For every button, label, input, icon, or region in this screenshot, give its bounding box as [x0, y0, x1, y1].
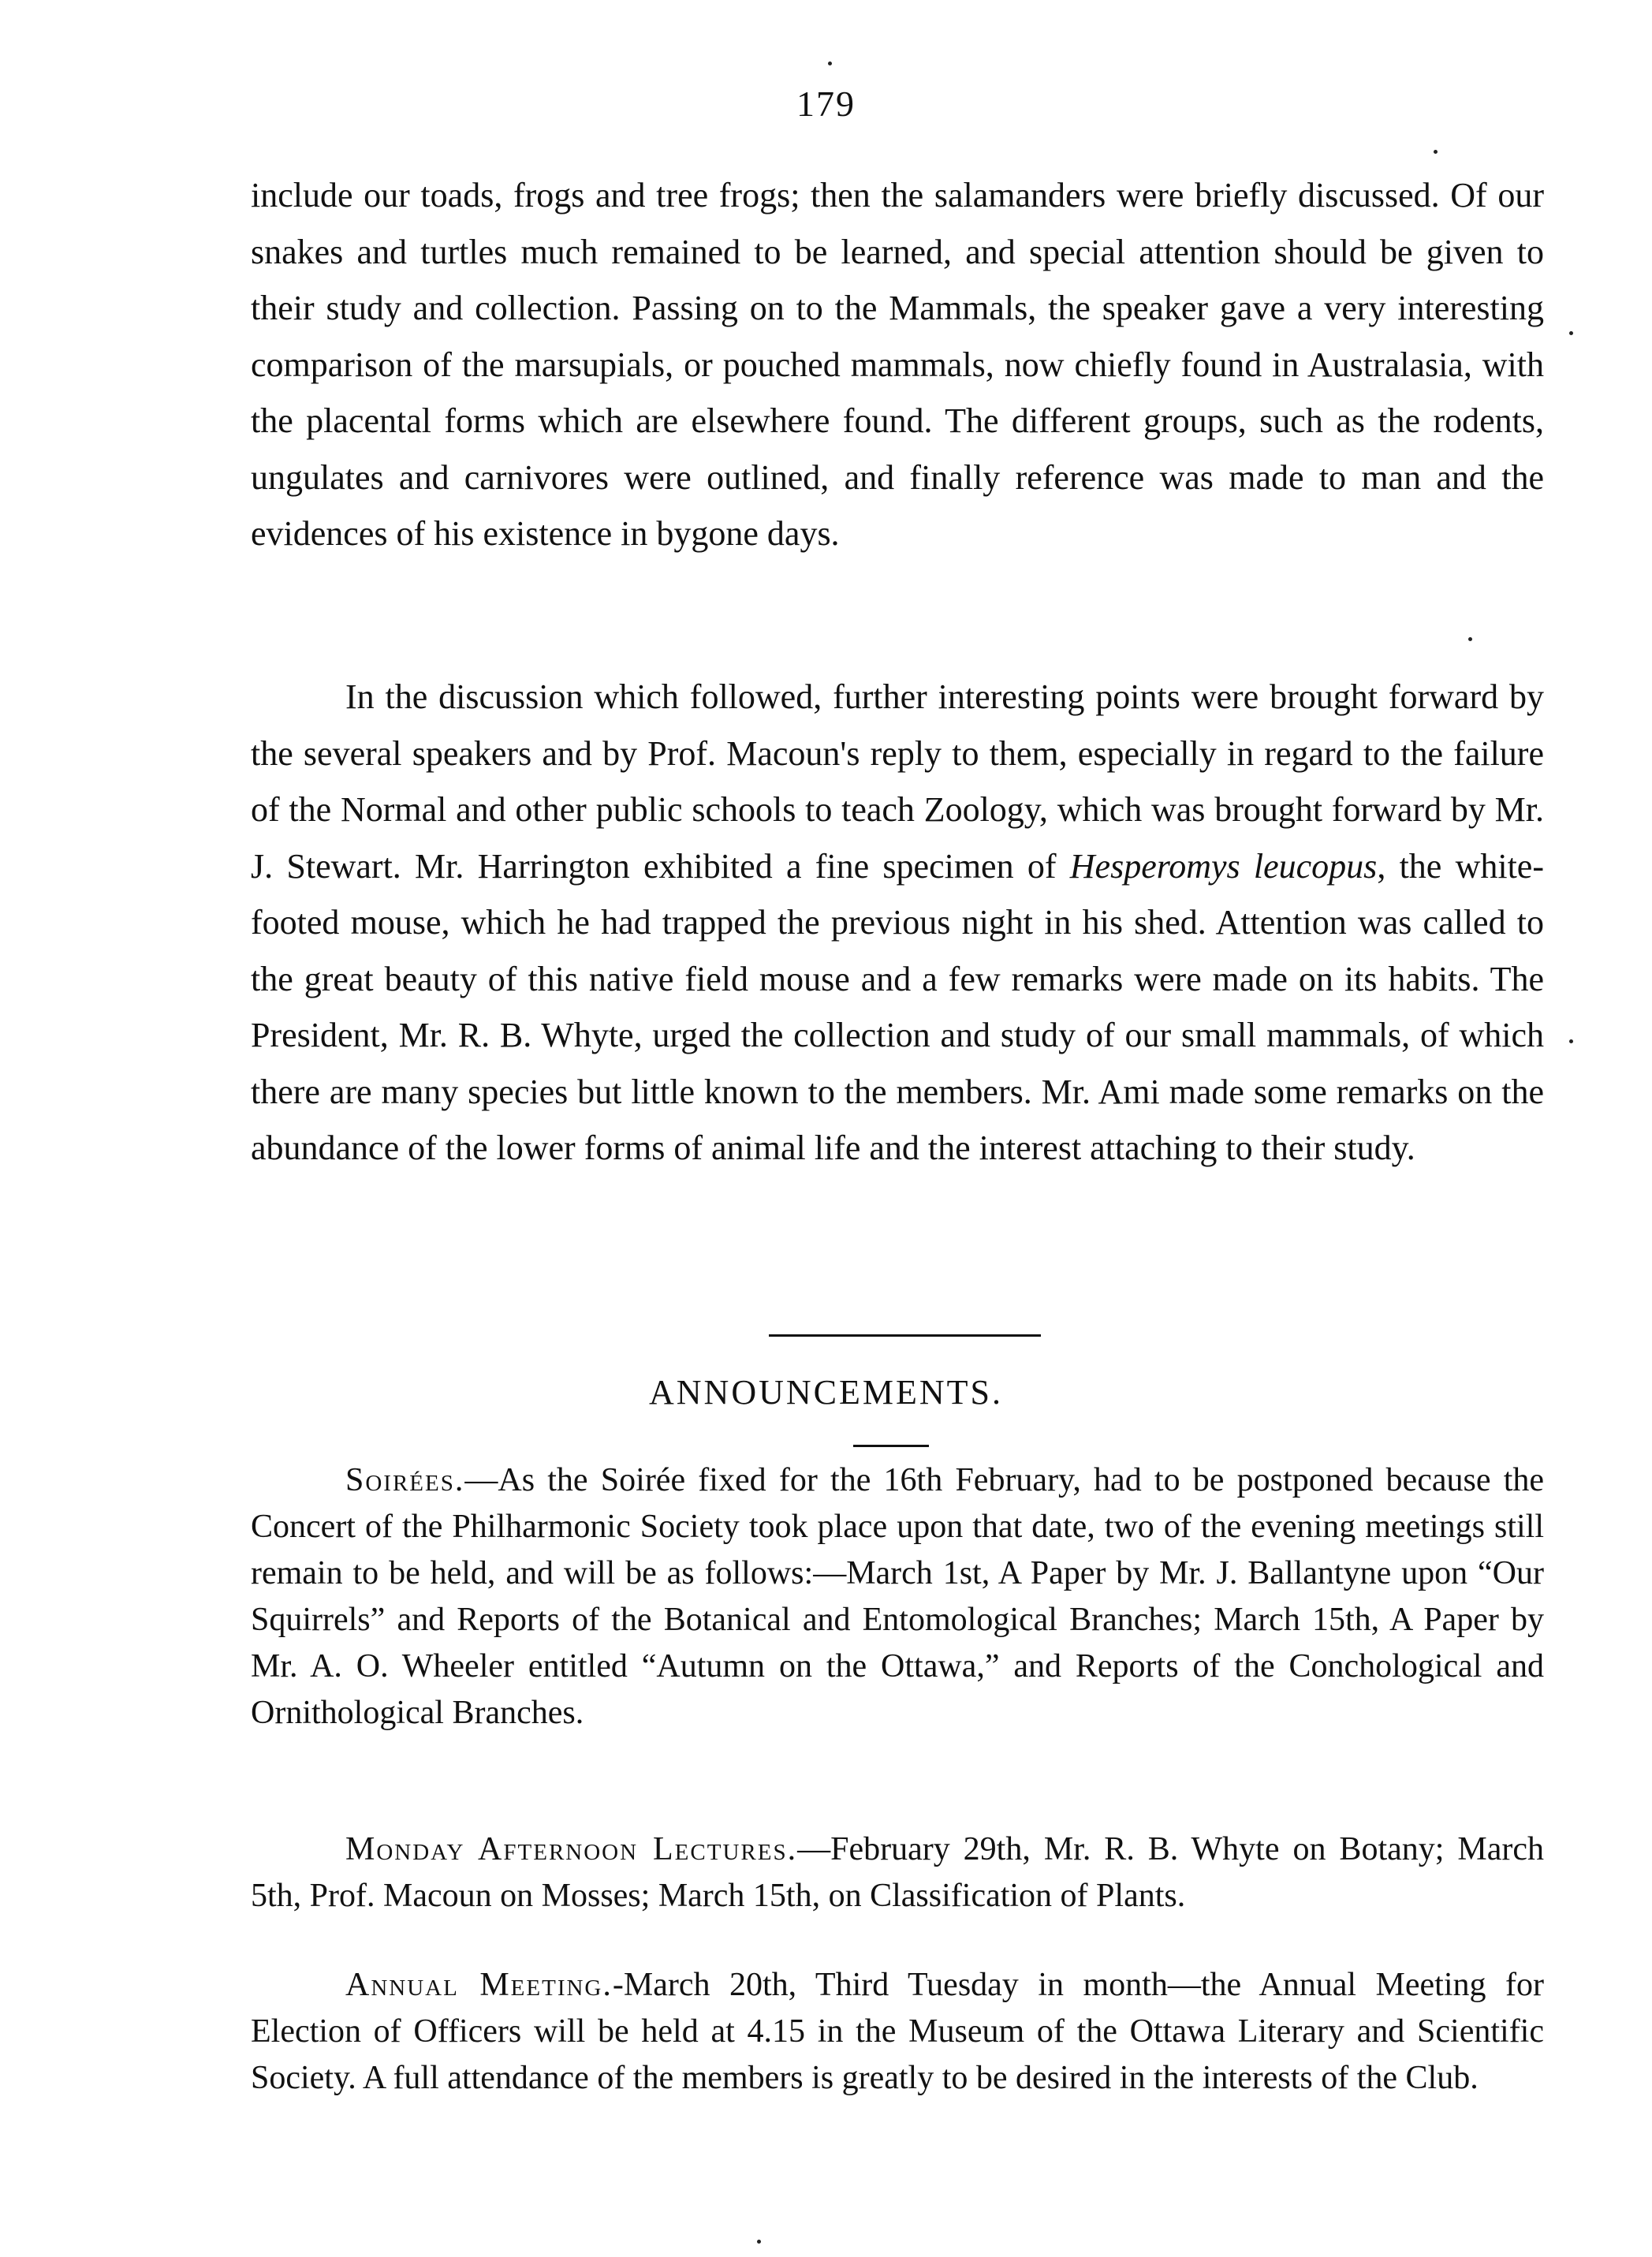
announcement-lead: Monday Afternoon Lectures.: [345, 1831, 798, 1867]
paragraph-discussion-followed: [251, 669, 1544, 1177]
paragraph-2-part-1: In the discussion which followed, further interesting points were brought forward by the several speakers and by Prof. Macoun's reply to them, especially in regard to the failure of the Normal and other public schools to teach Zoology, which was brought forward by Mr. J. Stewart. Mr. Harrington exhibited a fine specimen of: [251, 677, 1544, 886]
announcement-monday-lectures: [251, 1826, 1544, 1919]
announcement-lead: Soirées.: [345, 1462, 465, 1498]
scan-speck: [1569, 1039, 1573, 1043]
species-name: Hesperomys leucopus: [1069, 846, 1378, 886]
scan-speck: [1569, 331, 1573, 335]
announcement-text: -March 20th, Third Tuesday in month—the Annual Meeting for Election of Officers will be held at 4.15 in the Museum of the Ottawa Literary and Scientific Society. A full attendance of the members is greatly to be desired in the interests of the Club.: [251, 1967, 1544, 2096]
paragraph-1-text: include our toads, frogs and tree frogs; then the salamanders were briefly discussed. Of our snakes and turtles much remained to be learned, and special attention should be given to their study and collection. Passing on to the Mammals, the speaker gave a very interesting comparison of the marsupials, or pouched mammals, now chiefly found in Australasia, with the placental forms which are elsewhere found. The different groups, such as the rodents, ungulates and carnivores were outlined, and finally reference was made to man and the evidences of his existence in bygone days.: [251, 176, 1544, 553]
scan-speck: [1468, 637, 1472, 641]
announcement-annual-meeting: [251, 1962, 1544, 2102]
section-divider-rule: [769, 1334, 1041, 1337]
scan-speck: [828, 62, 832, 65]
scan-speck: [757, 2240, 761, 2244]
announcement-text: —As the Soirée fixed for the 16th February, had to be postponed because the Concert of the Philharmonic Society took place upon that date, two of the evening meetings still remain to be held, and will be as follows:—March 1st, A Paper by Mr. J. Ballantyne upon “Our Squirrels” and Reports of the Botanical and Entomological Branches; March 15th, A Paper by Mr. A. O. Wheeler entitled “Autumn on the Ottawa,” and Reports of the Conchological and Ornithological Branches.: [251, 1462, 1544, 1731]
page-number: 179: [796, 84, 856, 124]
announcement-lead: Annual Meeting.: [345, 1967, 613, 2003]
scan-speck: [1434, 150, 1438, 154]
paragraph-2-part-2: , the white-footed mouse, which he had trapped the previous night in his shed. Attention was called to the great beauty of this native field mouse and a few remarks were made on its habits. The President, Mr. R. B. Whyte, urged the collection and study of our small mammals, of which there are many species but little known to the members. Mr. Ami made some remarks on the abundance of the lower forms of animal life and the interest attaching to their study.: [251, 846, 1544, 1167]
announcement-soirees: [251, 1457, 1544, 1737]
announcement-text: —February 29th, Mr. R. B. Whyte on Botany; March 5th, Prof. Macoun on Mosses; March 15th, on Classification of Plants.: [251, 1831, 1545, 1914]
paragraph-mammals-discussion: [251, 167, 1544, 562]
paragraph-2-text: [251, 669, 1544, 1177]
heading-underline-rule: [853, 1445, 929, 1447]
announcements-heading: ANNOUNCEMENTS.: [649, 1373, 1003, 1412]
